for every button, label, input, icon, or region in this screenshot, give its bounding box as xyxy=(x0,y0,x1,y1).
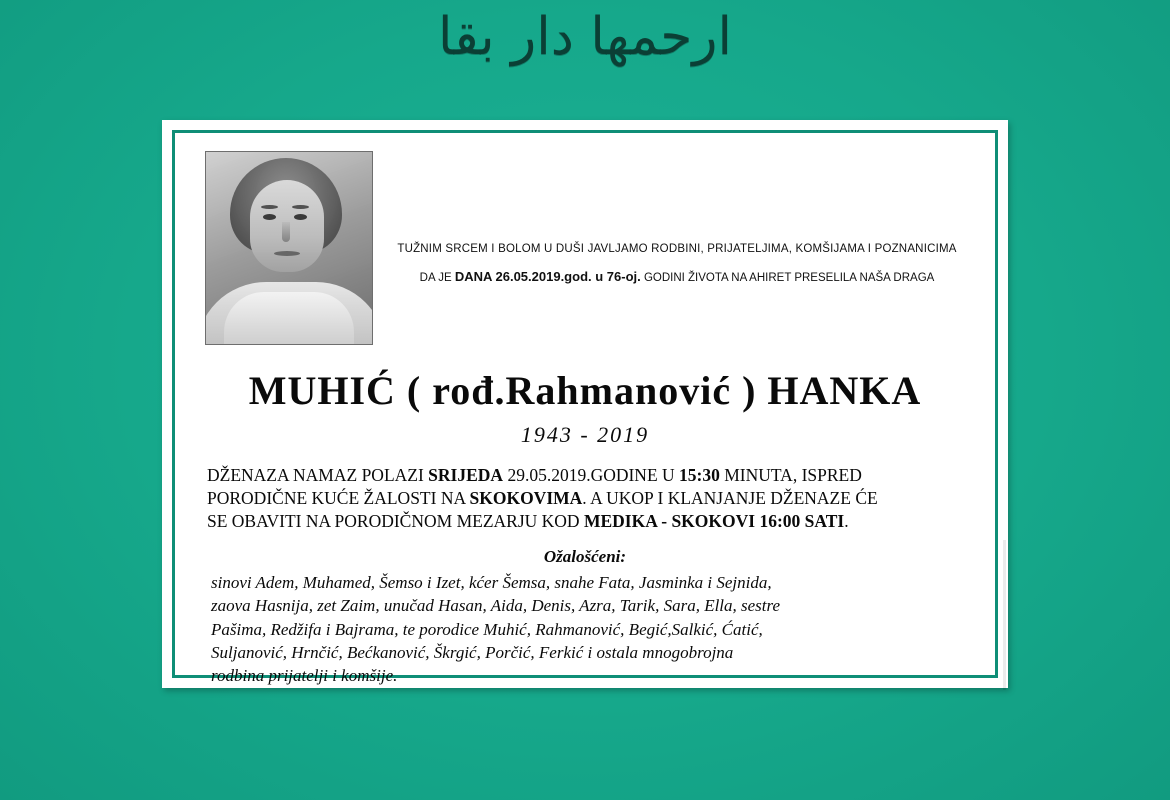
detail-3c: . xyxy=(844,511,849,532)
detail-place: SKOKOVIMA xyxy=(469,488,583,509)
detail-time: 15:30 xyxy=(679,465,720,485)
detail-burial-place-time: MEDIKA - SKOKOVI 16:00 SATI xyxy=(583,511,845,532)
deceased-name: MUHIĆ ( rođ.Rahmanović ) HANKA xyxy=(248,368,922,413)
detail-weekday: SRIJEDA xyxy=(428,465,504,485)
intro-line-2 xyxy=(389,269,965,284)
intro-line-2-date: DANA 26.05.2019.god. u 76-oj. xyxy=(454,269,641,284)
portrait-brow-right xyxy=(292,205,309,209)
mourners-text xyxy=(205,571,965,687)
name-block xyxy=(205,367,965,448)
card-inner-border xyxy=(172,130,998,685)
portrait-scarf xyxy=(224,292,354,344)
mourners-line: sinovi Adem, Muhamed, Šemso i Izet, kćer Šemsa, snahe Fata, Jasminka i Sejnida, xyxy=(211,573,772,593)
detail-3a: SE OBAVITI NA PORODIČNOM MEZARJU KOD xyxy=(207,511,584,532)
funeral-details-line-3 xyxy=(207,510,963,533)
funeral-details-line-1 xyxy=(207,464,963,487)
detail-1a: DŽENAZA NAMAZ POLAZI xyxy=(207,465,429,485)
obituary-card xyxy=(162,120,1008,688)
mourners-line: zaova Hasnija, zet Zaim, unučad Hasan, Aida, Denis, Azra, Tarik, Sara, Ella, sestre xyxy=(211,596,781,616)
portrait-photo xyxy=(205,151,373,345)
arabic-calligraphy-header: ارحمها دار بقا xyxy=(438,7,732,67)
funeral-details xyxy=(205,464,965,533)
intro-line-1: TUŽNIM SRCEM I BOLOM U DUŠI JAVLJAMO RODBINI, PRIJATELJIMA, KOMŠIJAMA I POZNANICIMA xyxy=(397,243,957,255)
detail-1e: MINUTA, ISPRED xyxy=(719,465,862,485)
intro-text-block xyxy=(389,151,965,284)
portrait-brow-left xyxy=(261,205,278,209)
paper-edge-artifact xyxy=(1003,540,1006,690)
mourners-title: Ožalošćeni: xyxy=(543,547,627,567)
detail-2a: PORODIČNE KUĆE ŽALOSTI NA xyxy=(207,488,470,509)
mourners-line: rodbina prijatelji i komšije. xyxy=(211,665,398,685)
portrait-mouth xyxy=(274,251,300,256)
mourners-line: Pašima, Redžifa i Bajrama, te porodice Muhić, Rahmanović, Begić,Salkić, Ćatić, xyxy=(211,619,763,639)
obituary-content xyxy=(183,141,987,685)
detail-2c: . A UKOP I KLANJANJE DŽENAZE ĆE xyxy=(582,488,878,509)
intro-line-2-suffix: GODINI ŽIVOTA NA AHIRET PRESELILA NAŠA DRAGA xyxy=(640,272,935,284)
life-years: 1943 - 2019 xyxy=(520,422,650,447)
intro-line-2-prefix: DA JE xyxy=(419,272,455,284)
portrait-eye-right xyxy=(294,214,307,220)
funeral-details-line-2 xyxy=(207,487,963,510)
portrait-nose xyxy=(282,222,290,242)
mourners-line: Suljanović, Hrnčić, Bećkanović, Škrgić, Porčić, Ferkić i ostala mnogobrojna xyxy=(211,642,734,662)
portrait-eye-left xyxy=(263,214,276,220)
top-section xyxy=(205,151,965,351)
detail-1c: 29.05.2019.GODINE U xyxy=(503,465,680,485)
